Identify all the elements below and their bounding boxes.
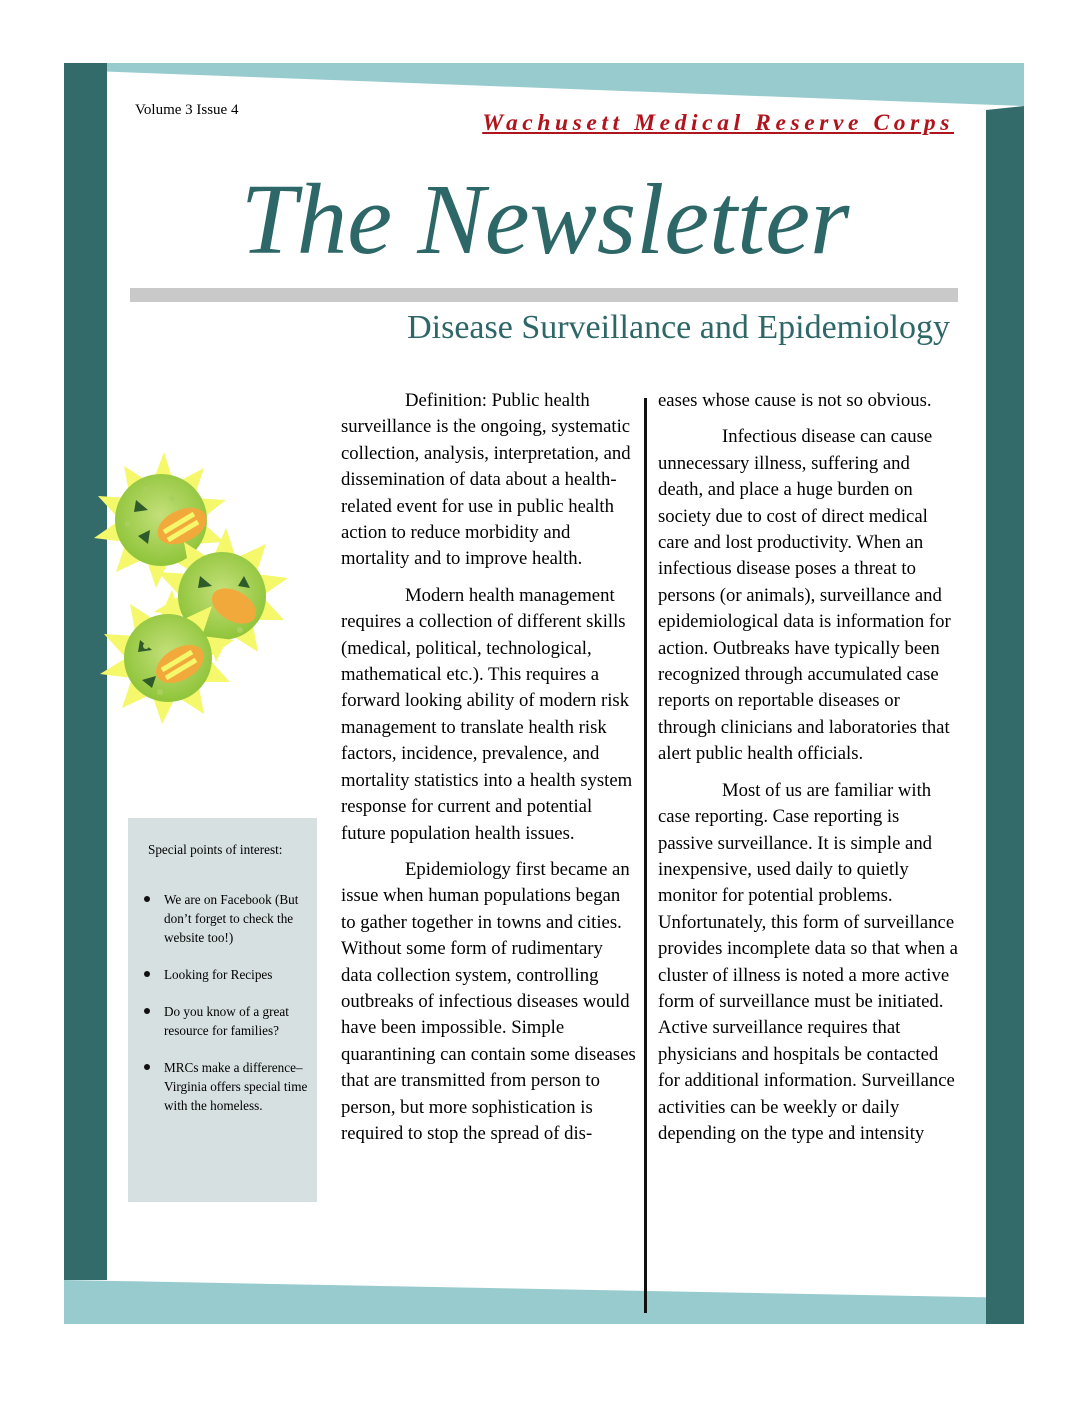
sidebar-item-text: We are on Facebook (But don’t forget to check the website too!) <box>164 892 299 945</box>
issue-subtitle: Disease Surveillance and Epidemiology <box>407 309 950 346</box>
article-paragraph: Most of us are familiar with case reporting. Case reporting is passive surveillance. It is simple and inexpensive, used daily to quietly monitor for potential problems. Unfortunately, this form of surveillance provides incomplete data so that when a cluster of illness is noted a more active form of surveillance must be initiated. Active surveillance requires that physicians and hospitals be contacted for additional information. Surveillance activities can be weekly or daily depending on the type and intensity <box>658 779 958 1144</box>
virus-illustration <box>76 440 302 740</box>
bullet-icon <box>144 1008 150 1014</box>
sidebar-item-facebook <box>142 890 314 947</box>
organization-name: Wachusett Medical Reserve Corps <box>482 110 954 136</box>
volume-issue: Volume 3 Issue 4 <box>135 102 239 118</box>
article-column-2 <box>658 388 958 1157</box>
frame-bottom-band <box>64 1280 1024 1324</box>
bullet-icon <box>144 971 150 977</box>
frame-top-band <box>64 63 1024 106</box>
sidebar-item-resource <box>142 1002 314 1040</box>
article-paragraph: Epidemiology first became an issue when human populations began to gather together in towns and cities. Without some form of rudimentary data collection system, controlling outbreaks of infectious diseases would have been impossible. Simple quarantining can contain some diseases that are transmitted from person to person, but more sophistication is required to stop the spread of dis- <box>341 858 636 1144</box>
sidebar-item-text: MRCs make a difference– Virginia offers special time with the homeless. <box>164 1060 308 1113</box>
article-paragraph: Modern health management requires a collection of different skills (medical, political, technological, mathematical etc.). This requires a forward looking ability of modern risk management to translate health risk factors, incidence, prevalence, and mortality statistics into a health system response for current and potential future population health issues. <box>341 584 633 844</box>
article-paragraph: Definition: Public health surveillance is the ongoing, systematic collection, analysis, interpretation, and dissemination of data about a health-related event for use in public health action to reduce morbidity and mortality and to improve health. <box>341 390 631 570</box>
title-rule <box>130 288 958 302</box>
special-points-sidebar <box>128 818 317 1202</box>
bullet-icon <box>144 1064 150 1070</box>
sidebar-heading: Special points of interest: <box>148 842 283 857</box>
sidebar-item-text: Do you know of a great resource for families? <box>164 1004 289 1038</box>
frame-right-bar <box>986 106 1024 1324</box>
article-paragraph-continued: eases whose cause is not so obvious. <box>658 390 932 411</box>
article-column-1 <box>341 388 637 1157</box>
sidebar-item-mrcs <box>142 1058 314 1115</box>
sidebar-item-recipes <box>142 965 314 984</box>
article-paragraph: Infectious disease can cause unnecessary illness, suffering and death, and place a huge burden on society due to cost of direct medical care and lost productivity. When an infectious disease poses a threat to persons (or animals), surveillance and epidemiological data is information for action. Outbreaks have typically been recognized through accumulated case reports on reportable diseases or through clinicians and laboratories that alert public health officials. <box>658 426 951 765</box>
column-divider <box>644 398 647 1313</box>
bullet-icon <box>144 896 150 902</box>
newsletter-title: The Newsletter <box>240 163 850 275</box>
sidebar-item-text: Looking for Recipes <box>164 967 273 982</box>
sidebar-list <box>142 890 314 1133</box>
